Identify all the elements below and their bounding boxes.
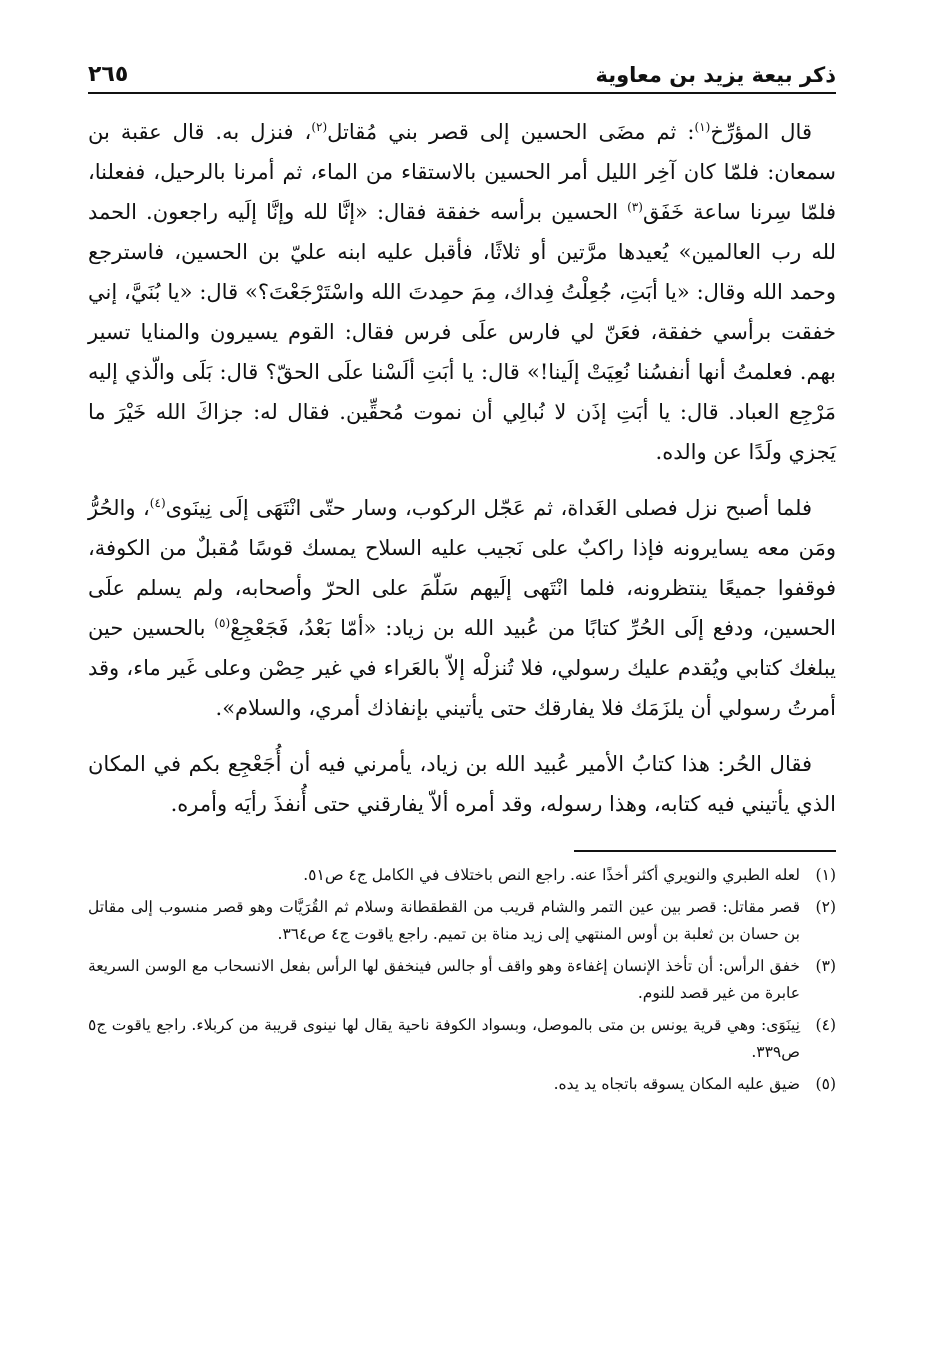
page-header — [88, 52, 836, 94]
footnote-ref: (١) — [694, 120, 711, 134]
running-title: ذكر بيعة يزيد بن معاوية — [595, 63, 836, 87]
paragraph-text: فقال الحُر: هذا كتابُ الأمير عُبيد الله بن زياد، يأمرني فيه أن أُجَعْجِع بكم في المكان الذي يأتيني فيه كتابه، وهذا رسوله، وقد أمره ألاّ يفارقني حتى أُنفذَ رأيَه وأمره. — [88, 752, 836, 816]
footnote-number: (٤) — [815, 1016, 836, 1034]
paragraph-text: الحسين برأسه خفقة فقال: «إنَّا لله وإنَّا إلَيه راجعون. الحمد لله رب العالمين» يُعيدها مرَّتين أو ثلاثًا، فأقبل عليه ابنه عليّ بن الحسين، فاسترجع وحمد الله وقال: «يا أبَتِ، جُعِلْتُ فِداك، مِمَ حمِدتَ الله واسْتَرْجَعْتَ؟» قال: «يا بُنَيَّ، إني خفقت برأسي خفقة، فعَنّ لي فارس علَى فرس فقال: القوم يسيرون والمنايا تسير بهم. فعلمتُ أنها أنفسُنا نُعِيَتْ إلَينا!» قال: يا أبَتِ ألَسْنا علَى الحقّ؟ قال: بَلَى والّذي إليه مَرْجِع العباد. قال: يا أبَتِ إذَن لا نُبالِي أن نموت مُحقِّين. فقال له: جزاكَ الله خَيْرَ ما يَجزي ولَدًا عن والده. — [88, 200, 836, 464]
footnote-number: (٢) — [815, 898, 836, 916]
footnote-text: ضيق عليه المكان يسوقه باتجاه يد يده. — [553, 1075, 800, 1093]
paragraph-text: بالحسين حين يبلغك كتابي ويُقدم عليك رسولي، فلا تُنزلْه إلاّ بالعَراء في غير حِصْن وعلى غَير ماء، وقد أمرتُ رسولي أن يلزَمَك فلا يفارقك حتى يأتيني بإنفاذك أمري، والسلام». — [88, 616, 836, 720]
footnote — [88, 1071, 836, 1098]
footnote-ref: (٥) — [214, 616, 231, 630]
footnote — [88, 862, 836, 889]
footnote-text: قصر مقاتل: قصر بين عين التمر والشام قريب من القطقطانة وسلام ثم القُرَيَّات وهو قصر منسوب إلى مقاتل بن حسان بن ثعلبة بن أوس المنتهي إلى زيد مناة بن تميم. راجع ياقوت ج٤ ص٣٦٤. — [88, 898, 800, 943]
paragraph — [88, 744, 836, 824]
footnotes — [88, 862, 836, 1098]
footnote — [88, 1012, 836, 1066]
footnote — [88, 953, 836, 1007]
footnote-ref: (٢) — [311, 120, 328, 134]
footnote-number: (١) — [815, 866, 836, 884]
footnote-text: نِينَوَى: وهي قرية يونس بن متى بالموصل، وبسواد الكوفة ناحية يقال لها نينوى قريبة من كربلاء. راجع ياقوت ج٥ ص٣٣٩. — [88, 1016, 800, 1061]
paragraph-text: ، فنزل به. قال عقبة بن سمعان: فلمّا كان آخِر الليل أمر الحسين بالاستقاء من الماء، ثم أمرنا بالرحيل، ففعلنا، فلمّا سِرنا ساعة خَفَق — [88, 120, 836, 224]
footnote-number: (٥) — [815, 1075, 836, 1093]
paragraph-text: قال المؤرِّخ — [710, 120, 812, 144]
footnote-ref: (٤) — [149, 496, 166, 510]
book-page — [88, 52, 836, 1103]
footnote-number: (٣) — [815, 957, 836, 975]
paragraph-text: ، والحُرُّ ومَن معه يسايرونه فإذا راكبٌ على نَجيب عليه السلاح يمسك قوسًا مُقبلٌ من الكوفة، فوقفوا جميعًا ينتظرونه، فلما انْتَهى إلَيهم سَلّمَ على الحرّ وأصحابه، ولم يسلم علَى الحسين، ودفع إلَى الحُرِّ كتابًا من عُبيد الله بن زياد: «أمّا بَعْدُ، فَجَعْجِعْ — [88, 496, 836, 640]
footnote — [88, 894, 836, 948]
footnote-ref: (٣) — [627, 200, 643, 214]
paragraph — [88, 488, 836, 728]
paragraph-text: : ثم مضَى الحسين إلى قصر بني مُقاتل — [327, 120, 695, 144]
paragraph-text: فلما أصبح نزل فصلى الغَداة، ثم عَجّل الركوب، وسار حتّى انْتَهَى إلَى نِينَوى — [165, 496, 812, 520]
page-number: ٢٦٥ — [88, 62, 129, 87]
footnote-text: خفق الرأس: أن تأخذ الإنسان إغفاءة وهو واقف أو جالس فينخفق لها الرأس بفعل الانسحاب مع الوسن السريعة عابرة من غير قصد للنوم. — [88, 957, 800, 1002]
main-text — [88, 112, 836, 824]
footnote-text: لعله الطبري والنويري أكثر أخذًا عنه. راجع النص باختلاف في الكامل ج٤ ص٥١. — [303, 866, 800, 884]
footnote-separator — [574, 850, 836, 852]
paragraph — [88, 112, 836, 472]
